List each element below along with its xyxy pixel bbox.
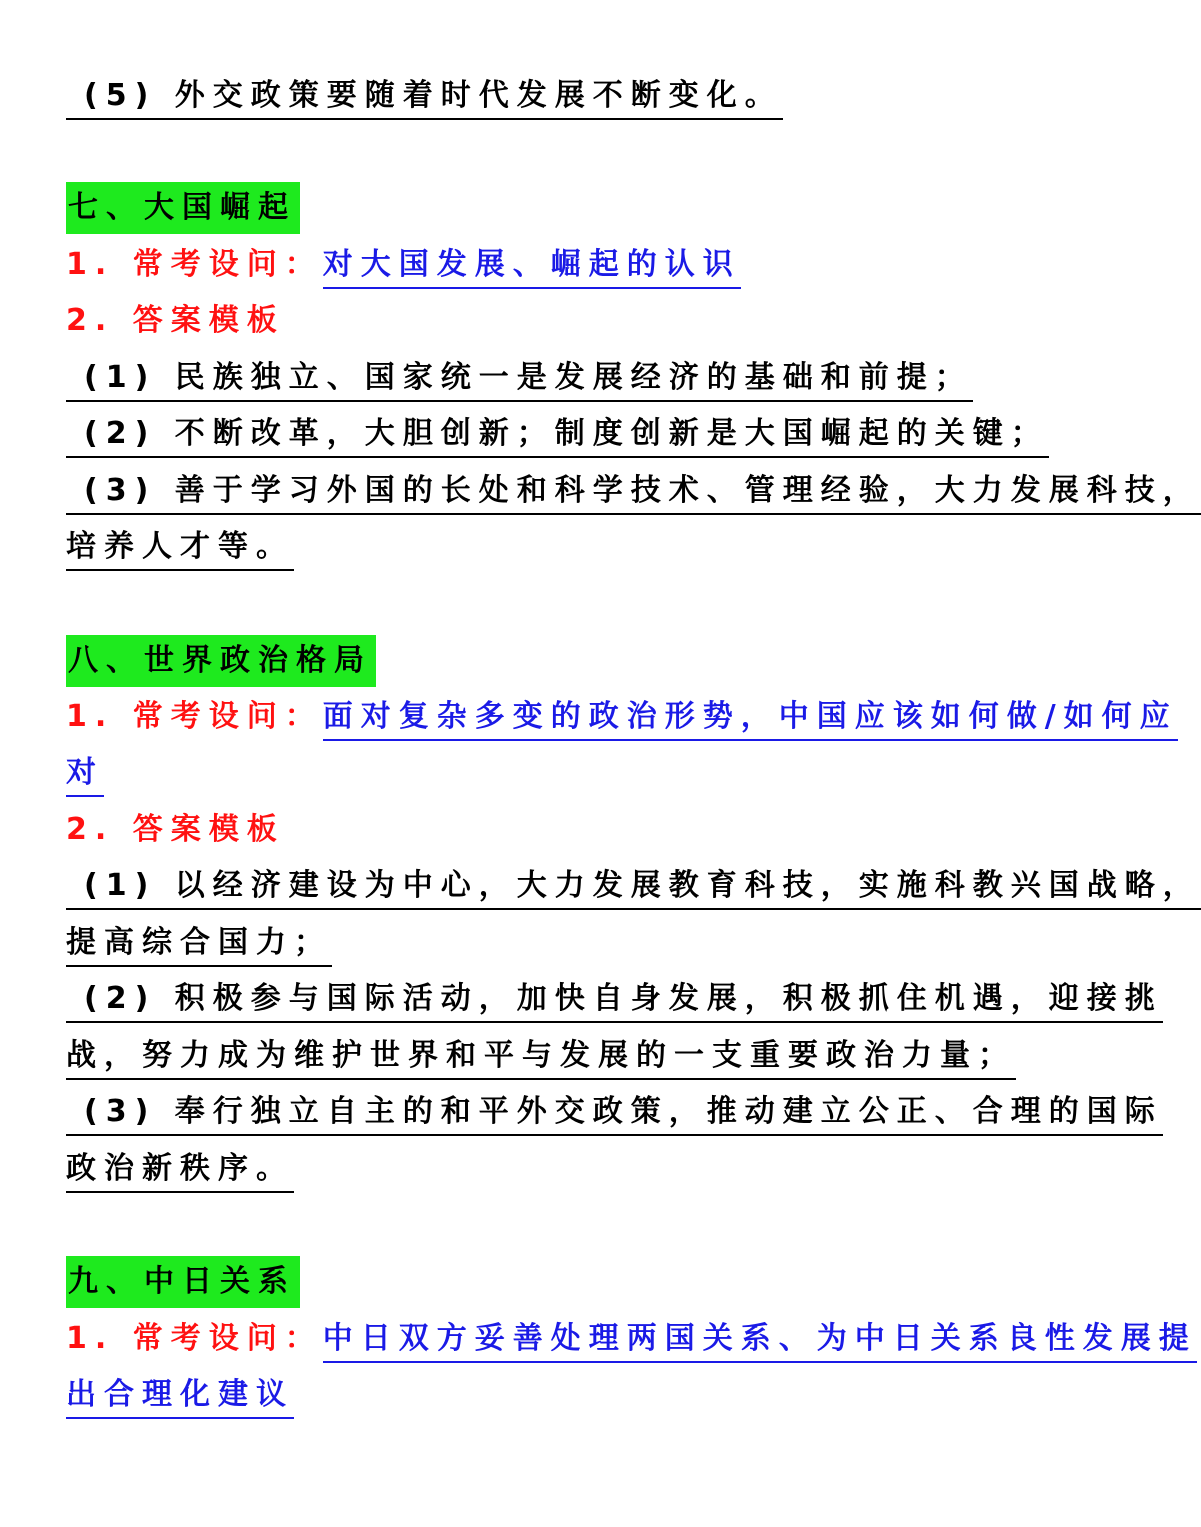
answer-item-text: (2) 不断改革，大胆创新；制度创新是大国崛起的关键； <box>66 412 1049 458</box>
question-label: 1. 常考设问： <box>66 1321 323 1356</box>
question-line <box>66 1311 1197 1367</box>
answer-item-text: (1) 以经济建设为中心，大力发展教育科技，实施科教兴国战略， <box>66 864 1201 910</box>
section-heading-label: 八、世界政治格局 <box>66 635 376 687</box>
answer-template-label <box>66 293 285 349</box>
section-heading-label: 九、中日关系 <box>66 1256 300 1308</box>
list-item <box>66 1084 1163 1140</box>
list-item <box>66 350 973 406</box>
list-item <box>66 1141 294 1197</box>
list-item <box>66 68 783 124</box>
section-heading <box>66 180 300 236</box>
question-label: 1. 常考设问： <box>66 699 323 734</box>
answer-item-text: (3) 奉行独立自主的和平外交政策，推动建立公正、合理的国际 <box>66 1090 1163 1136</box>
answer-item-text: (1) 民族独立、国家统一是发展经济的基础和前提； <box>66 356 973 402</box>
question-label: 1. 常考设问： <box>66 247 323 282</box>
list-item <box>66 1028 1016 1084</box>
list-item <box>66 463 1201 519</box>
answer-template-label <box>66 802 285 858</box>
section-heading <box>66 633 376 689</box>
list-item <box>66 406 1049 462</box>
list-item <box>66 858 1201 914</box>
question-line <box>66 745 104 801</box>
answer-item-text: 政治新秩序。 <box>66 1147 294 1193</box>
answer-label: 2. 答案模板 <box>66 812 285 847</box>
list-item <box>66 915 332 971</box>
answer-item-text: (3) 善于学习外国的长处和科学技术、管理经验，大力发展科技， <box>66 469 1201 515</box>
answer-label: 2. 答案模板 <box>66 303 285 338</box>
answer-item-text: (2) 积极参与国际活动，加快自身发展，积极抓住机遇，迎接挑 <box>66 977 1163 1023</box>
list-item <box>66 971 1163 1027</box>
question-line <box>66 237 741 293</box>
section-heading-label: 七、大国崛起 <box>66 182 300 234</box>
question-text: 面对复杂多变的政治形势，中国应该如何做/如何应 <box>323 695 1178 741</box>
question-text: 中日双方妥善处理两国关系、为中日关系良性发展提 <box>323 1317 1197 1363</box>
section-heading <box>66 1254 300 1310</box>
question-text: 对 <box>66 751 104 797</box>
answer-item-text: (5) 外交政策要随着时代发展不断变化。 <box>66 74 783 120</box>
answer-item-text: 培养人才等。 <box>66 525 294 571</box>
list-item <box>66 519 294 575</box>
answer-item-text: 提高综合国力； <box>66 921 332 967</box>
question-text: 对大国发展、崛起的认识 <box>323 243 741 289</box>
question-line <box>66 689 1178 745</box>
question-text: 出合理化建议 <box>66 1373 294 1419</box>
question-line <box>66 1367 294 1423</box>
answer-item-text: 战，努力成为维护世界和平与发展的一支重要政治力量； <box>66 1034 1016 1080</box>
